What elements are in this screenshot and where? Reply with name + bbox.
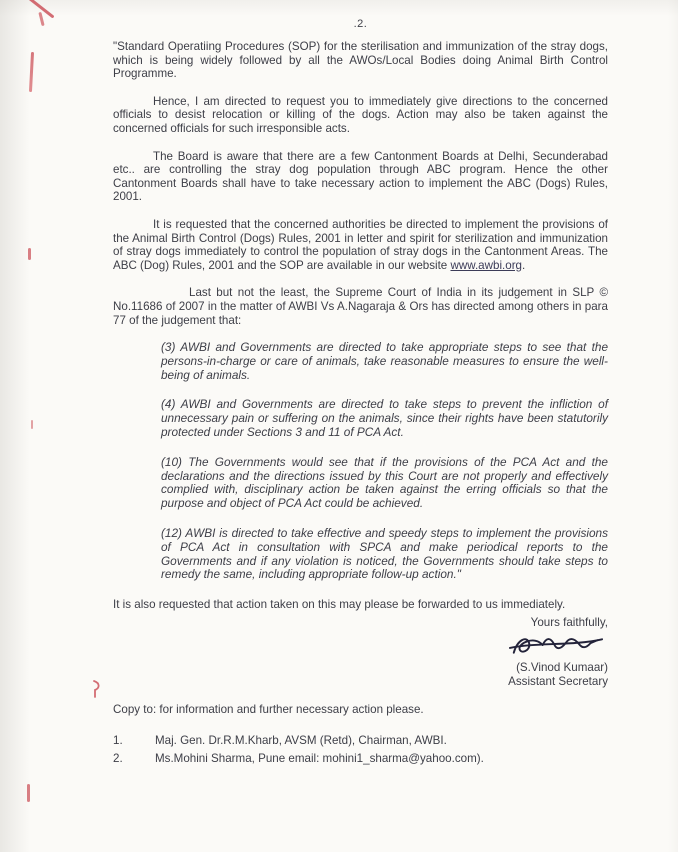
signature-scribble — [508, 631, 604, 661]
paragraph-cantonment-boards: The Board is aware that there are a few Cantonment Boards at Delhi, Secunderabad etc.. are controlling the stray dog population through ABC program. Hence the other Cantonment Boards shall have to take necessary action to implement the ABC (Dogs) Rules, 2001. — [113, 149, 608, 204]
paragraph-abc-rules-period: . — [522, 258, 526, 272]
list-item-text: Maj. Gen. Dr.R.M.Kharb, AVSM (Retd), Chairman, AWBI. — [155, 733, 447, 747]
scan-artifact-left-edge-4 — [27, 784, 30, 802]
paragraph-sop: "Standard Operatiing Procedures (SOP) for the sterilisation and immunization of the stray dogs, which is being widely followed by all the AWOs/Local Bodies doing Animal Birth Control Programme. — [113, 40, 608, 81]
signatory-title: Assistant Secretary — [508, 674, 608, 688]
paragraph-request-directions: Hence, I am directed to request you to immediately give directions to the concerned officials to desist relocation or killing of the dogs. Action may also be taken against the concerned officials for such irresponsible acts. — [113, 94, 608, 135]
paragraph-abc-rules — [113, 218, 608, 272]
paragraph-abc-rules-text: It is requested that the concerned authorities be directed to implement the provisions of the Animal Birth Control (Dogs) Rules, 2001 in letter and spirit for sterilization and immunization of stray dogs immediately to control the population of stray dogs in the Cantonment Areas. The ABC (Dog) Rules, 2001 and the SOP are available in our website — [113, 217, 608, 272]
quote-para-12: (12) AWBI is directed to take effective and speedy steps to implement the provisions of PCA Act in consultation with SPCA and make periodical reports to the Governments and if any violation is noticed, the Governments should take steps to remedy the same, including appropriate follow-up action." — [161, 526, 608, 582]
signatory-name: (S.Vinod Kumaar) — [516, 660, 608, 674]
copy-to-line: Copy to: for information and further necessary action please. — [113, 702, 424, 716]
paragraph-supreme-court: Last but not the least, the Supreme Court of India in its judgement in SLP © No.11686 of 2007 in the matter of AWBI Vs A.Nagaraja & Ors has directed among others in para 77 of the judgement that: — [113, 286, 608, 327]
list-item-number: 1. — [113, 733, 123, 747]
copy-to-list — [113, 734, 608, 766]
judgement-quotes-block — [161, 341, 608, 582]
paragraph-closing: It is also requested that action taken on this may please be forwarded to us immediately. — [113, 598, 566, 612]
quote-para-3: (3) AWBI and Governments are directed to take appropriate steps to see that the persons-in-charge or care of animals, take reasonable measures to ensure the well-being of animals. — [161, 340, 608, 382]
quote-para-4: (4) AWBI and Governments are directed to take steps to prevent the infliction of unnecessary pain or suffering on the animals, since their rights have been statutorily protected under Sections 3 and 11 of PCA Act. — [161, 397, 608, 440]
list-item-number: 2. — [113, 751, 123, 765]
list-item-text: Ms.Mohini Sharma, Pune email: mohini1_sharma@yahoo.com). — [155, 751, 484, 765]
signature-block — [113, 616, 608, 689]
scan-artifact-corner-mark-2 — [38, 12, 44, 26]
scan-artifact-left-edge-1 — [29, 52, 34, 92]
scan-artifact-left-edge-3 — [31, 420, 33, 429]
scan-artifact-corner-mark — [27, 0, 54, 19]
valediction: Yours faithfully, — [530, 615, 608, 629]
quote-para-10: (10) The Governments would see that if the provisions of the PCA Act and the declarations and the directions issued by this Court are not properly and effectively complied with, disciplinary action be taken against the erring officials so that the purpose and object of PCA Act could be achieved. — [161, 454, 608, 511]
list-item — [113, 734, 608, 748]
page-number: .2. — [353, 18, 368, 30]
awbi-website-link[interactable]: www.awbi.org — [450, 258, 523, 272]
scan-artifact-red-pen-mark — [90, 679, 104, 699]
scan-artifact-left-edge-2 — [28, 248, 31, 260]
list-item — [113, 752, 608, 766]
